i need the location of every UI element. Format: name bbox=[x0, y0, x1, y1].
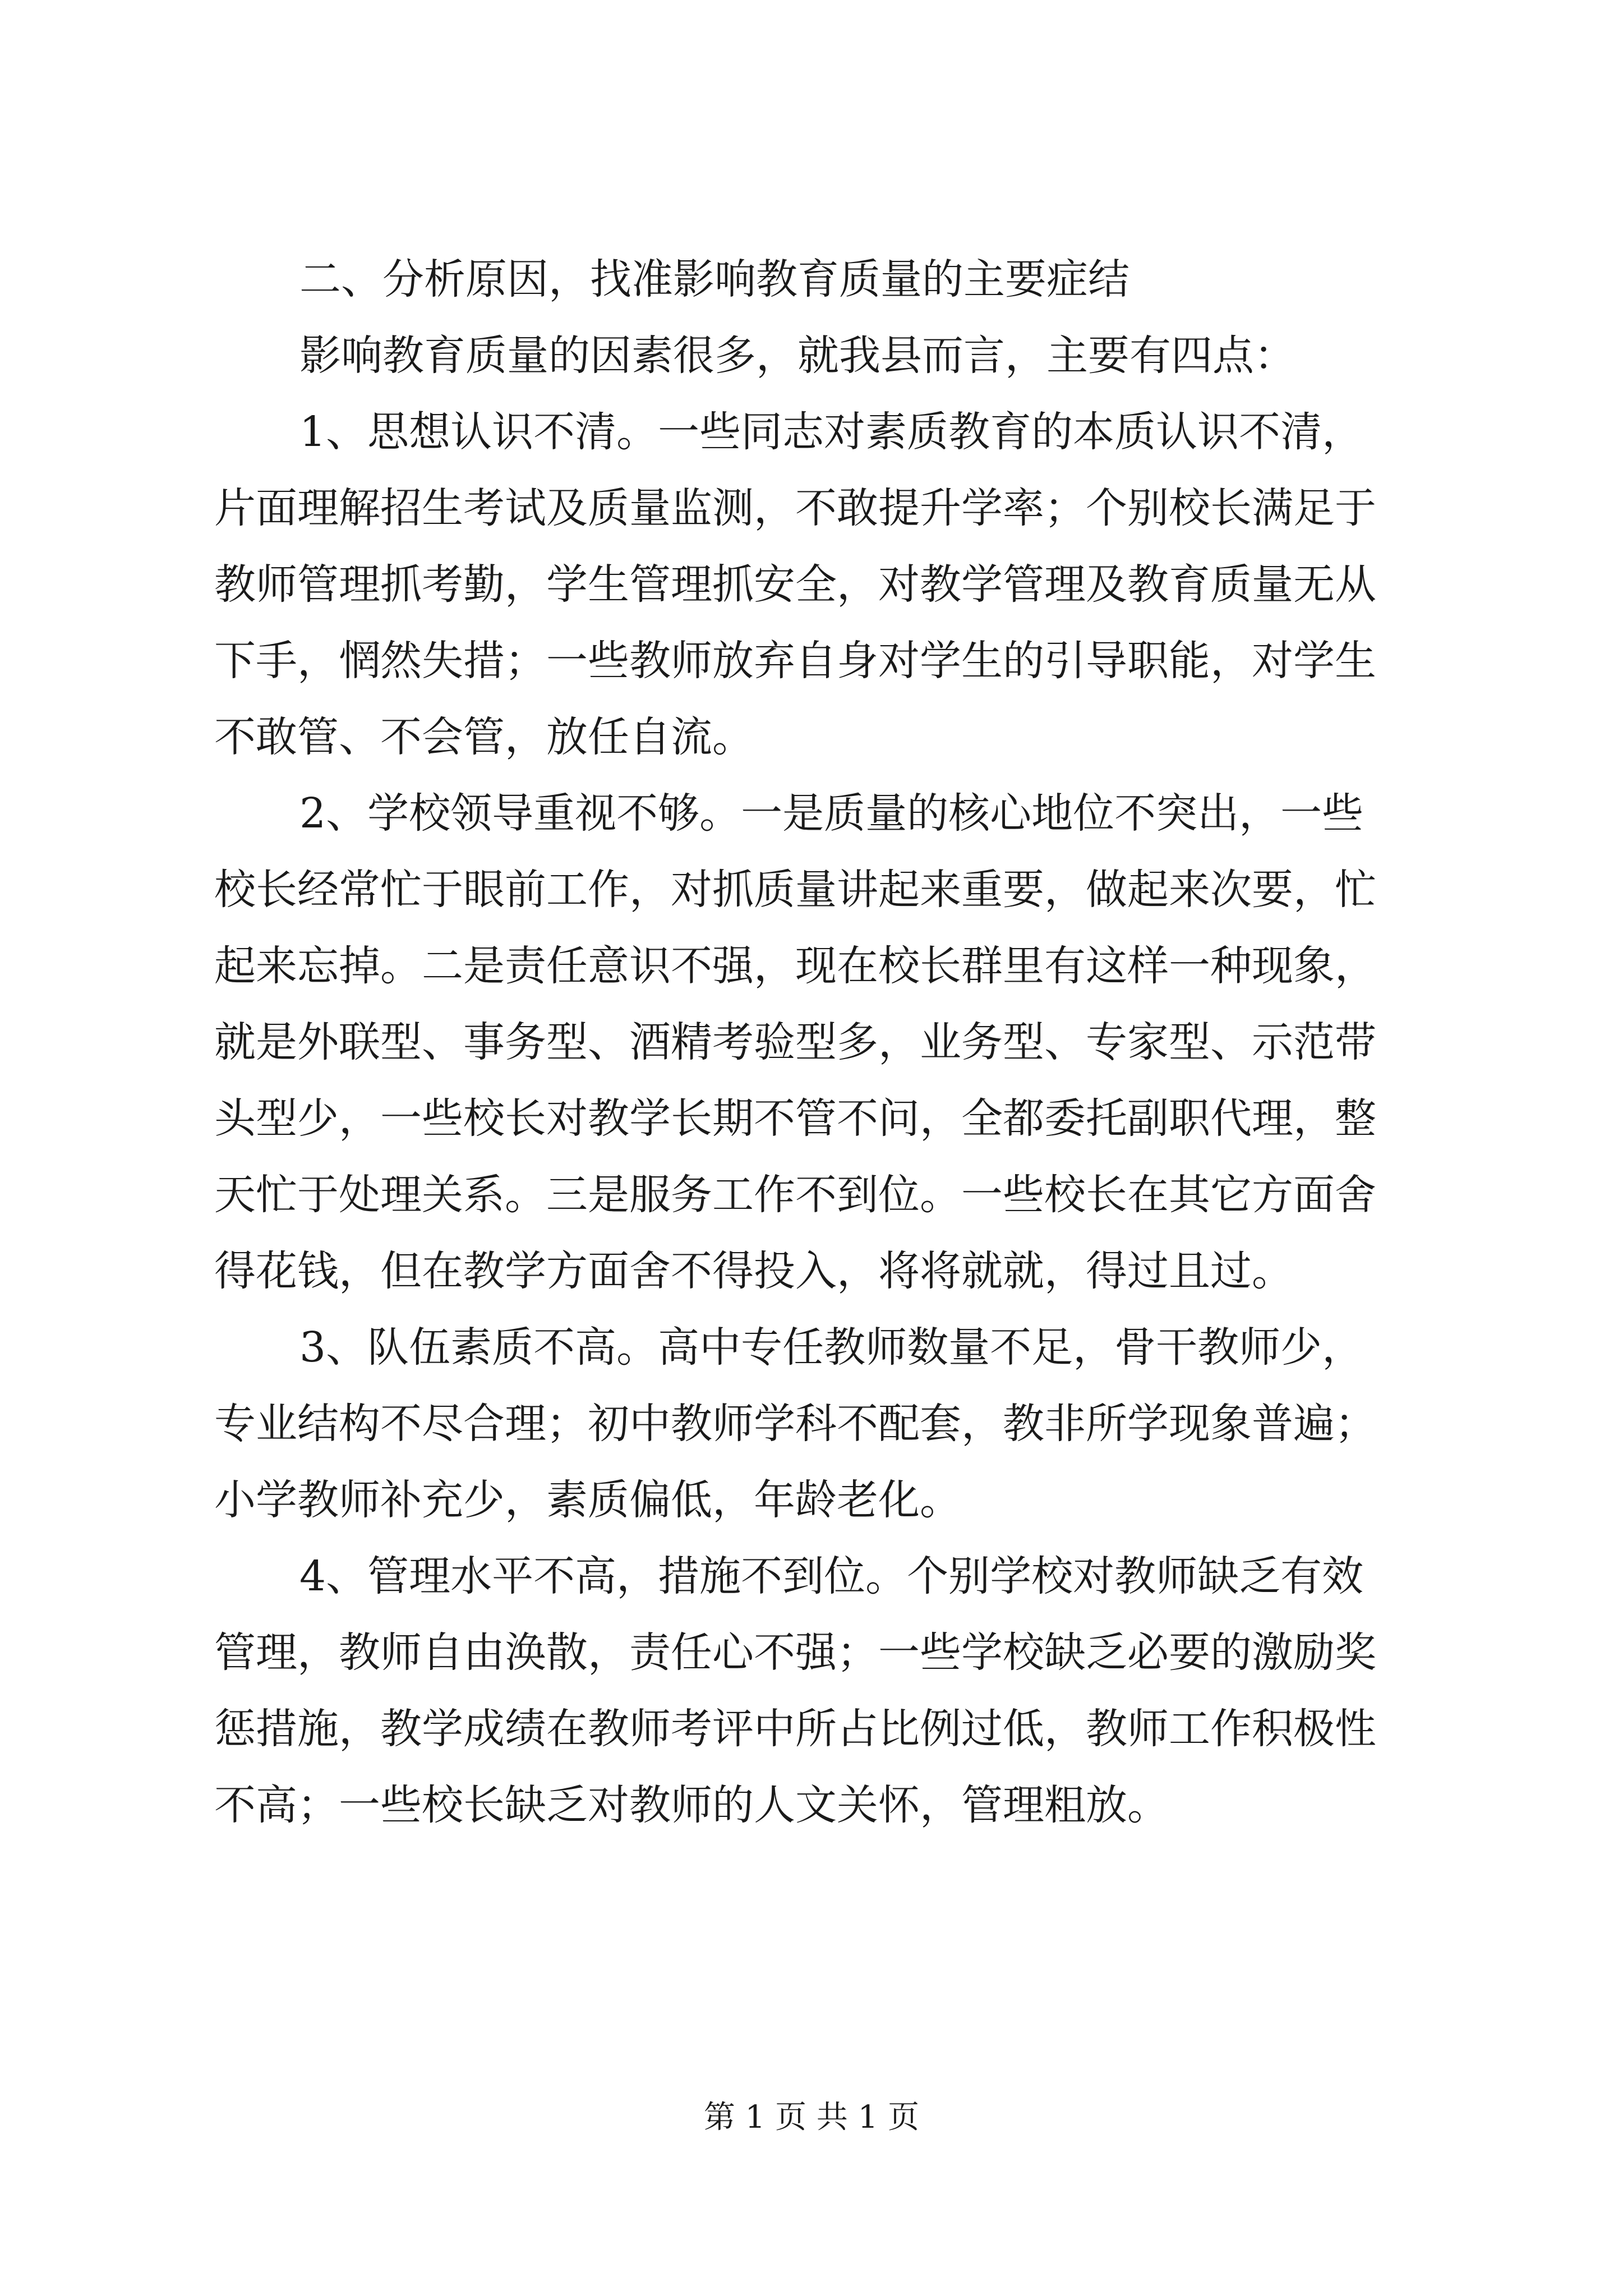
paragraph-2-line: 起来忘掉。二是责任意识不强，现在校长群里有这样一种现象， bbox=[214, 942, 1376, 990]
paragraph-1-line: 教师管理抓考勤，学生管理抓安全，对教学管理及教育质量无从 bbox=[214, 560, 1376, 609]
paragraph-4-line: 管理，教师自由涣散，责任心不强；一些学校缺乏必要的激励奖 bbox=[214, 1628, 1376, 1677]
paragraph-2-line: 校长经常忙于眼前工作，对抓质量讲起来重要，做起来次要，忙 bbox=[214, 866, 1376, 914]
paragraph-2-line: 天忙于处理关系。三是服务工作不到位。一些校长在其它方面舍 bbox=[214, 1171, 1376, 1219]
document-body bbox=[214, 241, 1426, 1843]
paragraph-4-line: 惩措施，教学成绩在教师考评中所占比例过低，教师工作积极性 bbox=[214, 1705, 1376, 1753]
paragraph-1-line: 1、思想认识不清。一些同志对素质教育的本质认识不清， bbox=[299, 408, 1364, 456]
paragraph-4-line: 4、管理水平不高，措施不到位。个别学校对教师缺乏有效 bbox=[299, 1552, 1364, 1600]
paragraph-4-line: 不高；一些校长缺乏对教师的人文关怀，管理粗放。 bbox=[214, 1781, 1169, 1829]
paragraph-1-line: 下手，惘然失措；一些教师放弃自身对学生的引导职能，对学生 bbox=[214, 637, 1376, 685]
paragraph-1-line: 片面理解招生考试及质量监测，不敢提升学率；个别校长满足于 bbox=[214, 484, 1376, 532]
paragraph-2-line: 头型少，一些校长对教学长期不管不问，全都委托副职代理，整 bbox=[214, 1094, 1376, 1143]
section-heading: 二、分析原因，找准影响教育质量的主要症结 bbox=[299, 255, 1129, 303]
paragraph-3-line: 专业结构不尽合理；初中教师学科不配套，教非所学现象普遍； bbox=[214, 1400, 1376, 1448]
paragraph-3-line: 小学教师补充少，素质偏低，年龄老化。 bbox=[214, 1476, 961, 1524]
paragraph-2-line: 2、学校领导重视不够。一是质量的核心地位不突出，一些 bbox=[299, 789, 1364, 838]
intro-paragraph-line: 影响教育质量的因素很多，就我县而言，主要有四点： bbox=[299, 332, 1295, 380]
page-number-footer: 第 1 页 共 1 页 bbox=[703, 2099, 920, 2136]
paragraph-1-line: 不敢管、不会管，放任自流。 bbox=[214, 713, 754, 761]
paragraph-2-line: 得花钱，但在教学方面舍不得投入，将将就就，得过且过。 bbox=[214, 1247, 1293, 1295]
paragraph-2-line: 就是外联型、事务型、酒精考验型多，业务型、专家型、示范带 bbox=[214, 1018, 1376, 1066]
paragraph-3-line: 3、队伍素质不高。高中专任教师数量不足，骨干教师少， bbox=[299, 1323, 1364, 1372]
